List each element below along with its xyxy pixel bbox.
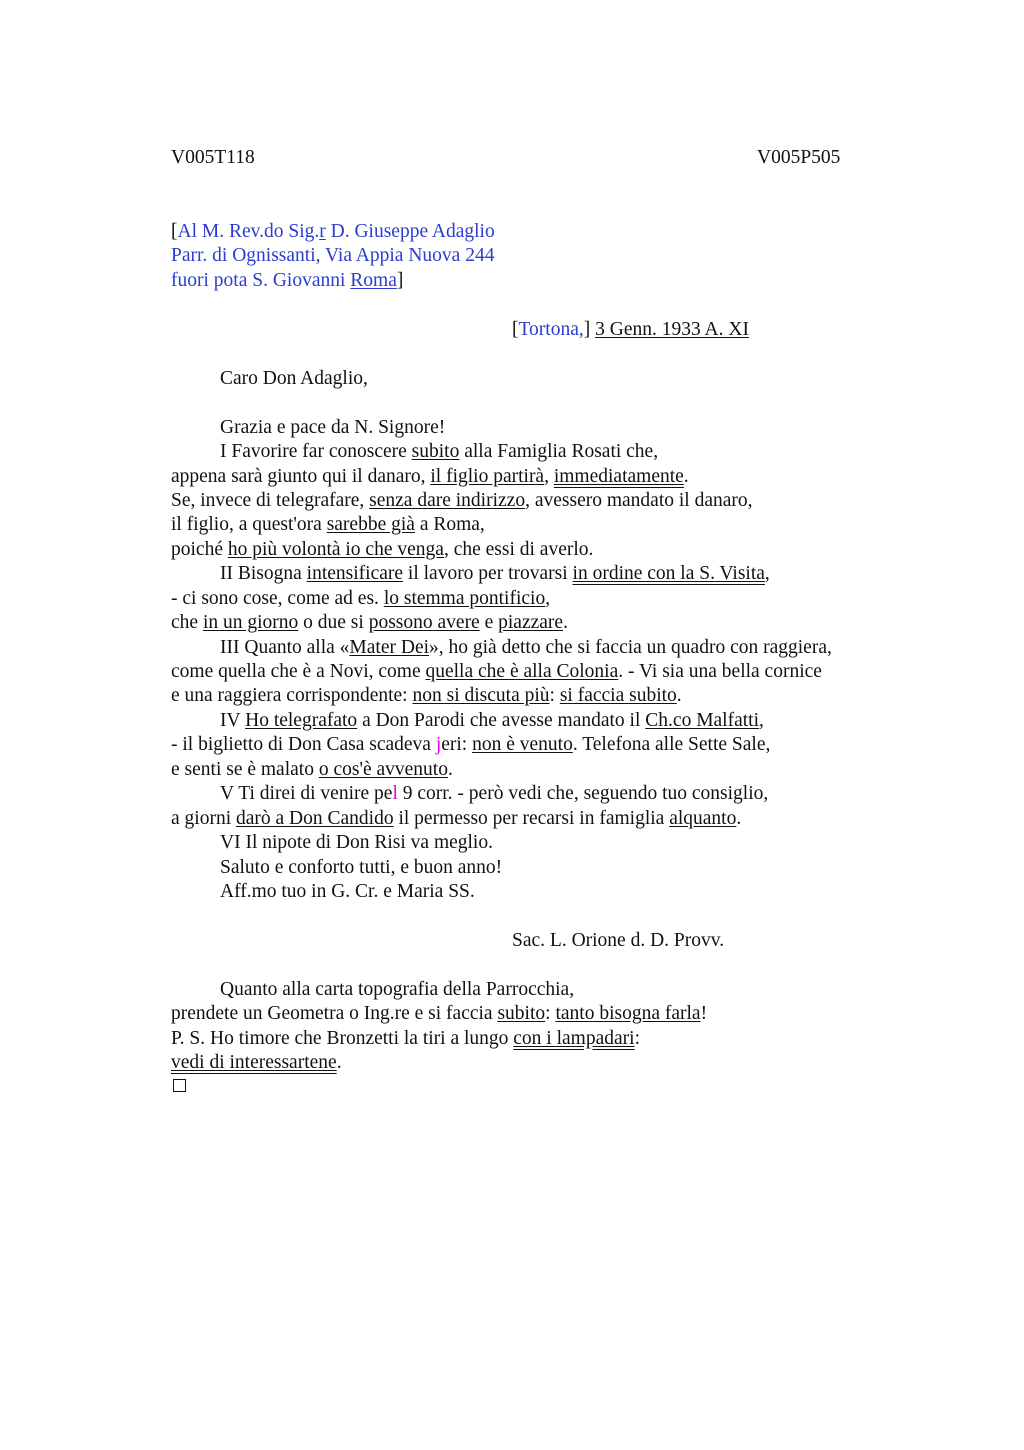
postscript-line: prendete un Geometra o Ing.re e si faccia subito: tanto bisogna farla! bbox=[171, 1003, 708, 1024]
body-line: Saluto e conforto tutti, e buon anno! bbox=[220, 857, 503, 878]
body-line: V Ti direi di venire pel 9 corr. - però vedi che, seguendo tuo consiglio, bbox=[220, 783, 769, 804]
address-line-1: [Al M. Rev.do Sig.r D. Giuseppe Adaglio bbox=[171, 221, 495, 242]
salutation: Caro Don Adaglio, bbox=[220, 368, 368, 389]
postscript-line: Quanto alla carta topografia della Parrocchia, bbox=[220, 979, 575, 1000]
body-line: e senti se è malato o cos'è avvenuto. bbox=[171, 759, 453, 780]
body-line: appena sarà giunto qui il danaro, il figlio partirà, immediatamente. bbox=[171, 466, 689, 487]
body-line: VI Il nipote di Don Risi va meglio. bbox=[220, 832, 493, 853]
body-line: che in un giorno o due si possono avere e piazzare. bbox=[171, 612, 568, 633]
dateline: [Tortona,] 3 Genn. 1933 A. XI bbox=[512, 319, 749, 340]
body-line: a giorni darò a Don Candido il permesso per recarsi in famiglia alquanto. bbox=[171, 808, 742, 829]
body-line: come quella che è a Novi, come quella che è alla Colonia. - Vi sia una bella cornice bbox=[171, 661, 822, 682]
body-line: e una raggiera corrispondente: non si discuta più: si faccia subito. bbox=[171, 685, 682, 706]
body-line: I Favorire far conoscere subito alla Famiglia Rosati che, bbox=[220, 441, 659, 462]
document-code-left: V005T118 bbox=[171, 147, 255, 168]
body-line: poiché ho più volontà io che venga, che essi di averlo. bbox=[171, 539, 594, 560]
body-line: IV Ho telegrafato a Don Parodi che avesse mandato il Ch.co Malfatti, bbox=[220, 710, 764, 731]
postscript-line: vedi di interessartene. bbox=[171, 1052, 342, 1073]
address-line-2: Parr. di Ognissanti, Via Appia Nuova 244 bbox=[171, 245, 495, 266]
body-line: - ci sono cose, come ad es. lo stemma pontificio, bbox=[171, 588, 551, 609]
body-line: - il biglietto di Don Casa scadeva jeri: non è venuto. Telefona alle Sette Sale, bbox=[171, 734, 771, 755]
body-line: Se, invece di telegrafare, senza dare indirizzo, avessero mandato il danaro, bbox=[171, 490, 753, 511]
end-marker-square bbox=[173, 1079, 186, 1092]
body-line: il figlio, a quest'ora sarebbe già a Roma, bbox=[171, 514, 485, 535]
body-line: III Quanto alla «Mater Dei», ho già detto che si faccia un quadro con raggiera, bbox=[220, 637, 832, 658]
signature: Sac. L. Orione d. D. Provv. bbox=[512, 930, 725, 951]
body-line: Grazia e pace da N. Signore! bbox=[220, 417, 446, 438]
closing-line: Aff.mo tuo in G. Cr. e Maria SS. bbox=[220, 881, 475, 902]
body-line: II Bisogna intensificare il lavoro per trovarsi in ordine con la S. Visita, bbox=[220, 563, 770, 584]
document-code-right: V005P505 bbox=[757, 147, 841, 168]
address-line-3: fuori pota S. Giovanni Roma] bbox=[171, 270, 404, 291]
postscript-line: P. S. Ho timore che Bronzetti la tiri a lungo con i lampadari: bbox=[171, 1028, 640, 1049]
